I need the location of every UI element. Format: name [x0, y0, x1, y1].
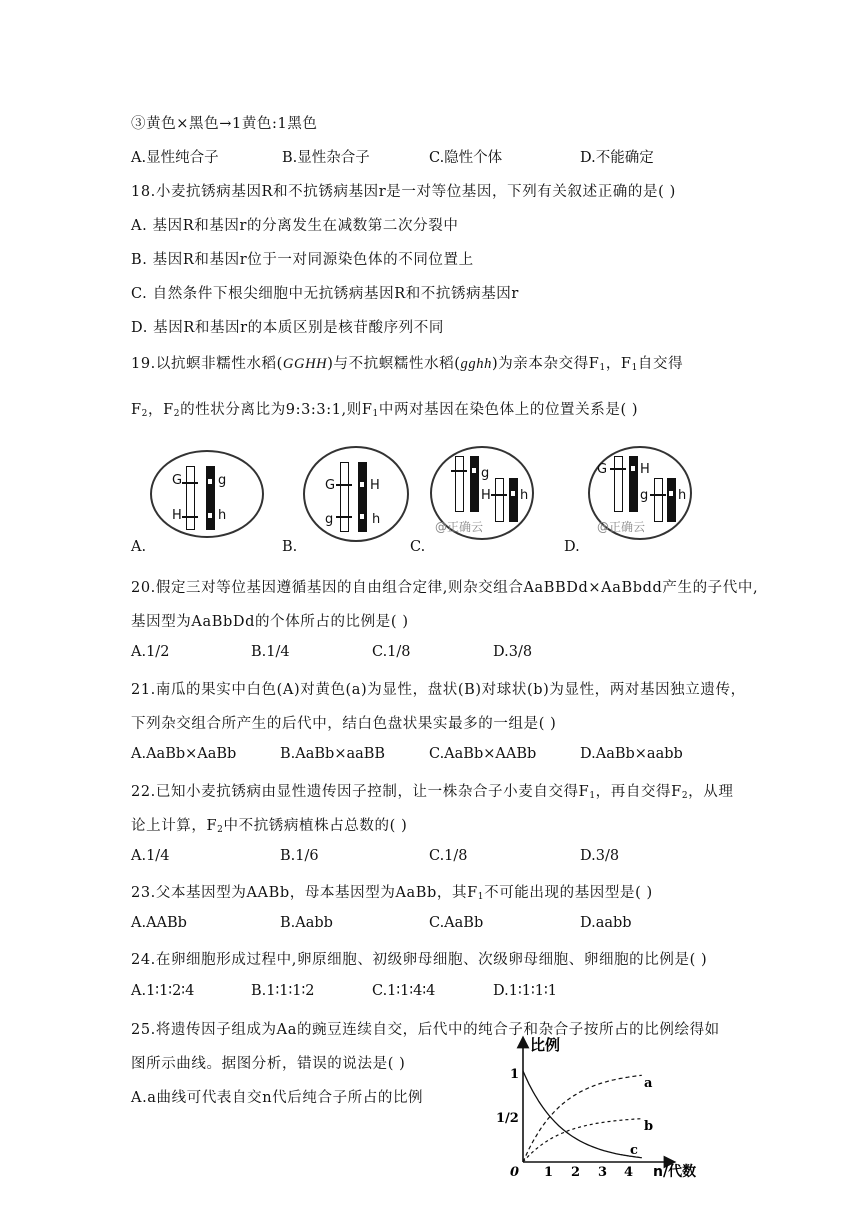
locus-mark	[182, 482, 198, 484]
q25-chart	[490, 1032, 720, 1182]
curve-a	[523, 1075, 642, 1162]
q18-stem: 18.小麦抗锈病基因R和不抗锈病基因r是一对等位基因，下列有关叙述正确的是( )	[131, 184, 676, 200]
q19-stem2-c: 的性状分离比为9:3:3:1,则F	[180, 402, 373, 418]
x-tick-4: 4	[624, 1165, 634, 1180]
x-tick-3: 3	[598, 1165, 608, 1180]
chromosome-black	[358, 462, 367, 532]
q17-cross-3: ③黄色×黑色→1黄色:1黑色	[131, 116, 318, 132]
locus-mark	[360, 514, 364, 519]
q24-stem: 24.在卵细胞形成过程中,卵原细胞、初级卵母细胞、次级卵母细胞、卵细胞的比例是( )	[131, 952, 708, 968]
gene-label-H: H	[481, 488, 491, 503]
gene-label-h: h	[372, 512, 381, 527]
q24-option-b[interactable]: B.1∶1∶1∶2	[251, 983, 315, 999]
gene-label-g: g	[640, 488, 649, 503]
q22-stem2-a: 论上计算，F	[131, 818, 218, 834]
chromosome-black	[206, 466, 215, 530]
q24-option-d[interactable]: D.1∶1∶1∶1	[493, 983, 557, 999]
x-axis-label: n/代数	[653, 1164, 697, 1180]
gene-label-G: G	[325, 478, 336, 493]
q19-sub3: 2	[141, 409, 148, 419]
gene-label-G: G	[172, 473, 183, 488]
q20-option-a[interactable]: A.1/2	[131, 644, 170, 660]
gene-label-h: h	[678, 488, 687, 503]
q24-option-c[interactable]: C.1∶1∶4∶4	[372, 983, 436, 999]
q21-option-a[interactable]: A.AaBb×AaBb	[131, 746, 237, 762]
locus-mark	[650, 494, 666, 496]
chromosome-white	[614, 456, 623, 512]
q21-stem2: 下列杂交组合所产生的后代中，结白色盘状果实最多的一组是( )	[131, 716, 557, 732]
curve-label-a: a	[644, 1076, 653, 1091]
gene-label-H: H	[172, 508, 182, 523]
q20-option-d[interactable]: D.3/8	[493, 644, 533, 660]
locus-mark	[208, 479, 212, 484]
chromosome-white	[455, 456, 464, 512]
q21-option-c[interactable]: C.AaBb×AABb	[429, 746, 537, 762]
locus-mark	[451, 470, 467, 472]
q22-stem-c: ，从理	[688, 784, 734, 800]
q18-option-b[interactable]: B. 基因R和基因r位于一对同源染色体的不同位置上	[131, 252, 474, 268]
q22-stem2-b: 中不抗锈病植株占总数的( )	[223, 818, 408, 834]
q18-option-d[interactable]: D. 基因R和基因r的本质区别是核苷酸序列不同	[131, 320, 444, 336]
q23-stem-a: 23.父本基因型为AABb，母本基因型为AaBb，其F	[131, 885, 478, 901]
chromosome-black	[509, 478, 518, 522]
q19-stem-b: )与不抗螟糯性水稻(	[327, 356, 461, 372]
q25-stem2: 图所示曲线。据图分析，错误的说法是( )	[131, 1056, 406, 1072]
q23-stem-line	[131, 881, 653, 902]
chromosome-white	[186, 466, 195, 530]
gene-label-g: g	[481, 466, 490, 481]
q19-stem-e: 自交得	[637, 356, 684, 372]
q17-option-d[interactable]: D.不能确定	[580, 150, 654, 166]
q23-option-c[interactable]: C.AaBb	[429, 915, 484, 931]
q19-stem-line2	[131, 398, 638, 419]
q23-stem-b: 不可能出现的基因型是( )	[484, 885, 653, 901]
gene-label-H: H	[640, 462, 650, 477]
q25-option-a[interactable]: A.a曲线可代表自交n代后纯合子所占的比例	[131, 1090, 424, 1106]
q19-gene2: gghh	[460, 356, 492, 372]
q19-option-b[interactable]: B.	[282, 539, 298, 555]
cell-circle	[303, 446, 409, 542]
gene-label-g: g	[218, 473, 227, 488]
chromosome-white	[495, 478, 504, 522]
gene-label-g: g	[325, 512, 334, 527]
q19-sub2: 1	[631, 363, 638, 373]
q22-stem-line2	[131, 814, 407, 835]
q22-stem-b: ，再自交得F	[595, 784, 682, 800]
q19-sub5: 1	[372, 409, 379, 419]
q19-stem-a: 19.以抗螟非糯性水稻(	[131, 356, 283, 372]
locus-mark	[631, 466, 635, 471]
q23-option-d[interactable]: D.aabb	[580, 915, 632, 931]
q19-option-c[interactable]: C.	[410, 539, 426, 555]
curve-label-c: c	[630, 1143, 638, 1158]
q19-gene1: GGHH	[282, 356, 328, 372]
locus-mark	[491, 494, 507, 496]
q21-option-b[interactable]: B.AaBb×aaBB	[280, 746, 386, 762]
q19-stem-c: )为亲本杂交得F	[491, 356, 600, 372]
watermark-text: @正确云	[597, 520, 646, 534]
q19-option-d[interactable]: D.	[564, 539, 580, 555]
gene-label-G: G	[597, 462, 608, 477]
chromosome-white	[654, 478, 663, 522]
q20-stem: 20.假定三对等位基因遵循基因的自由组合定律,则杂交组合AaBBDd×AaBbdd产生的子代中,	[131, 580, 759, 596]
q21-option-d[interactable]: D.AaBb×aabb	[580, 746, 683, 762]
locus-mark	[360, 482, 364, 487]
x-tick-1: 1	[544, 1165, 554, 1180]
q22-option-a[interactable]: A.1/4	[131, 848, 170, 864]
q19-sub1: 1	[599, 363, 606, 373]
locus-mark	[208, 513, 212, 518]
q23-option-b[interactable]: B.Aabb	[280, 915, 333, 931]
q21-stem: 21.南瓜的果实中白色(A)对黄色(a)为显性，盘状(B)对球状(b)为显性，两对基因独立遗传，	[131, 682, 746, 698]
q19-stem2-a: F	[131, 402, 142, 418]
q19-sub4: 2	[173, 409, 181, 419]
gene-label-h: h	[520, 488, 529, 503]
locus-mark	[511, 491, 515, 496]
chromosome-black	[667, 478, 676, 522]
q25-stem: 25.将遗传因子组成为Aa的豌豆连续自交，后代中的纯合子和杂合子按所占的比例绘得如	[131, 1022, 720, 1038]
q20-option-c[interactable]: C.1/8	[372, 644, 411, 660]
q19-option-a[interactable]: A.	[131, 539, 147, 555]
y-tick-half: 1/2	[496, 1111, 519, 1126]
gene-label-h: h	[218, 508, 227, 523]
q23-sub1: 1	[477, 892, 485, 902]
q22-sub2: 2	[681, 791, 689, 801]
x-tick-2: 2	[571, 1165, 581, 1180]
q20-option-b[interactable]: B.1/4	[251, 644, 290, 660]
locus-mark	[610, 468, 626, 470]
q22-option-c[interactable]: C.1/8	[429, 848, 468, 864]
gene-label-H: H	[370, 478, 380, 493]
q20-stem2: 基因型为AaBbDd的个体所占的比例是( )	[131, 614, 409, 630]
q22-option-d[interactable]: D.3/8	[580, 848, 620, 864]
q23-option-a[interactable]: A.AABb	[131, 915, 187, 931]
watermark-text: @正确云	[435, 520, 484, 534]
curve-label-b: b	[644, 1119, 654, 1134]
chromosome-black	[629, 456, 638, 512]
locus-mark	[336, 484, 352, 486]
y-axis-label: 比例	[530, 1036, 561, 1054]
q22-stem-a: 22.已知小麦抗锈病由显性遗传因子控制，让一株杂合子小麦自交得F	[131, 784, 590, 800]
q18-option-c[interactable]: C. 自然条件下根尖细胞中无抗锈病基因R和不抗锈病基因r	[131, 286, 519, 302]
locus-mark	[472, 468, 476, 473]
q22-option-b[interactable]: B.1/6	[280, 848, 319, 864]
q22-sub3: 2	[217, 825, 224, 835]
q19-stem-line1	[131, 352, 683, 373]
chromosome-white	[340, 462, 349, 532]
y-tick-1: 1	[510, 1067, 520, 1082]
q22-stem-line1	[131, 780, 733, 801]
q24-option-a[interactable]: A.1∶1∶2∶4	[131, 983, 195, 999]
locus-mark	[336, 516, 352, 518]
locus-mark	[182, 516, 198, 518]
q19-stem2-b: ，F	[148, 402, 174, 418]
q22-sub1: 1	[589, 791, 596, 801]
q17-option-c[interactable]: C.隐性个体	[429, 150, 503, 166]
q18-option-a[interactable]: A. 基因R和基因r的分离发生在减数第二次分裂中	[131, 218, 459, 234]
q17-option-b[interactable]: B.显性杂合子	[282, 150, 370, 166]
q17-option-a[interactable]: A.显性纯合子	[131, 150, 219, 166]
q19-stem2-d: 中两对基因在染色体上的位置关系是( )	[378, 402, 639, 418]
chromosome-black	[470, 456, 479, 512]
locus-mark	[669, 491, 673, 496]
q19-stem-d: ，F	[605, 356, 632, 372]
x-tick-0: 0	[510, 1165, 520, 1180]
